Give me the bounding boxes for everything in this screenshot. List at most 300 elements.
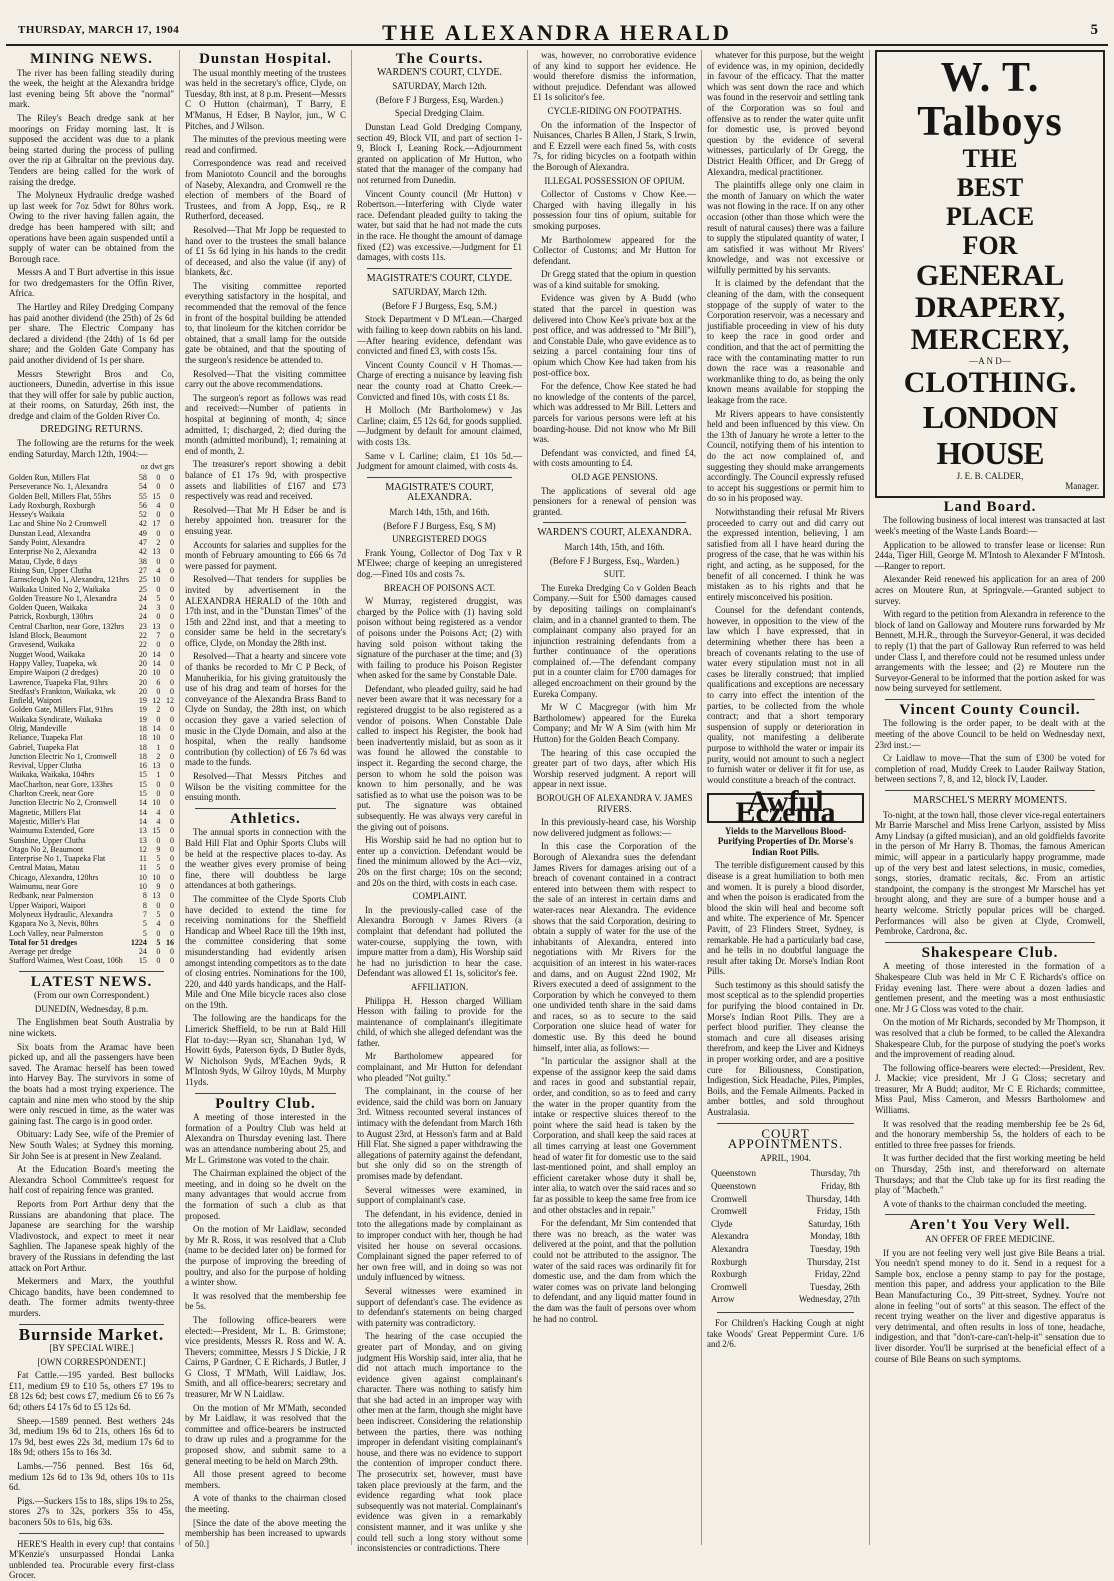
dredge-row [9, 770, 174, 779]
dredge-name: MacCharlton, near Gore, 133hrs [9, 779, 113, 789]
dredge-value: 25 [138, 584, 147, 594]
dredge-value: 1224 [130, 937, 147, 947]
dredge-value: 0 [170, 733, 174, 743]
article-paragraph: The following is the order paper, to be dealt with at the meeting of the above Council to be held on Wednesday next, 23rd inst.:— [875, 718, 1105, 750]
dredge-name: Upper Waipori, Waipori [9, 900, 86, 910]
court-date: Thursday, 7th [810, 1168, 860, 1179]
article-paragraph: Resolved—That tenders for supplies be invited by advertisement in the ALEXANDRA HERALD of the 10th and 17th inst, and in the "Dunstan Times" of the 15th and 22nd inst, and that a meeting to consider same be held in the secretary's office, Clyde, on Monday the 28th inst. [185, 574, 346, 648]
dredge-row [9, 956, 174, 965]
article-paragraph: Reports from Port Arthur deny that the Russians are abandoning that place. The Japanese are searching for the warship Vladivostock, and expect to meet it near Saghlien. The Japanese speak highly of the bravery of the Russians in defending the last attack on Port Arthur. [9, 1198, 174, 1273]
article-paragraph: Alexander Reid renewed his application for an area of 200 acres on Moutere Run, at Springvale.—Granted subject to survey. [875, 574, 1105, 606]
dredge-name: Island Block, Beaumont [9, 631, 87, 641]
dredge-value: 15 [138, 789, 147, 799]
court-location: Cromwell [711, 1206, 747, 1217]
article-paragraph: With regard to the petition from Alexandra in reference to the block of land on Galloway and Moutere runs forwarded by Mr Bennett, M.H.R., through the Surveyor-General, it was decided to reply (1) that the part of Galloway Run referred to was held under Class I, and therefore could not be resumed unless under arrangements with the lessee; and (2) re Moutere run the Surveyor-General to be informed that the portion asked for was now being surveyed for settlement. [875, 609, 1105, 694]
dredge-value: 0 [170, 919, 174, 929]
dredge-value: 0 [170, 705, 174, 715]
dredge-value: 0 [156, 686, 161, 696]
dredge-name: Average per dredge [9, 947, 72, 957]
article-paragraph: The surgeon's report as follows was read and received:—Number of patients in hospital at beginning of month, 4; since admitted, 1; discharged, 2; died during the month (admitted moribund), 1; remaining at end of month, 2. [185, 392, 346, 456]
dredge-value: 5 [156, 593, 161, 603]
dredge-name: Stedfast's Frankton, Waikaka, wk [9, 686, 116, 696]
article-paragraph: Defendant was convicted, and fined £4, with costs amounting to £4. [533, 447, 696, 469]
article-paragraph: Frank Young, Collector of Dog Tax v R M'Elwee; charge of keeping an unregistered dog.—Fined 10s and costs 7s. [357, 547, 522, 579]
article-paragraph: The Eureka Dredging Co v Golden Beach Company.—Suit for £500 damages caused by depositing tailings on complainant's claim, and in a channel granted to them. The complainant company also prayed for an injunction restraining defendants from a further continuance of the operations complained of.—The defendant company put in a counter claim for £700 damages for alleged encroachment on their ground by the Eureka Company. [533, 582, 696, 699]
dredge-value: 42 [138, 547, 147, 557]
dredge-value: 19 [138, 705, 147, 715]
article-paragraph: If you are not feeling very well just give Bile Beans a trial. You needn't spend money to do it. Send in a request for a Sample box, enclose a penny stamp to pay for the postage, mention this paper, and address your application to the Bile Bean Manufacturing Co., 39 Pitt-street, Sydney. You're not alone in feeling "out of sorts" at this season. The effect of the recent trying weather on the liver and digestive apparatus is very detrimental, and often results in loss of tone, headache, indigestion, and that "don't-care-can't-help-it" sensation due to liver disorder. You'll be surprised at the beneficial effect of a course of Bile Beans on such symptoms. [875, 1247, 1105, 1364]
dredge-row [9, 575, 174, 584]
dredge-row [9, 687, 174, 696]
dredge-value: 2 [156, 538, 161, 548]
appointment-row [709, 1194, 862, 1205]
article-paragraph: The hearing of this case occupied the greater part of two days, after which His Worship reserved judgment. A report will appear in next issue. [533, 747, 696, 790]
store-name: LONDON HOUSE [922, 398, 1058, 471]
dredge-name: Nugget Wood, Waikaka [9, 649, 85, 659]
eczema-ad-subtitle: Yields to the Marvellous Blood-Purifying Properties of Dr. Morse's Indian Root Pills. [717, 825, 854, 857]
dredge-name: Lac and Shine No 2 Cromwell [9, 519, 107, 529]
dredge-row [9, 808, 174, 817]
article-paragraph: Sheep.—1589 penned. Best wethers 24s 3d, medium 19s 6d to 21s, others 16s 6d to 17s 9d, best ewes 22s 3d, medium 17s 6d to 18s 9d; others 15s to 16s 3d. [9, 1415, 174, 1458]
dredge-value: 0 [170, 593, 174, 603]
dredge-value: 14 [152, 658, 161, 668]
article-paragraph: Resolved—That Mr Jopp be requested to hand over to the trustees the small balance of £1 5s 6d lying in his hands to the credit of deceased, and also the value (if any) of blankets, &c. [185, 224, 346, 278]
dredge-value: 13 [152, 891, 161, 901]
dredge-name: Redbank, near Palmerston [9, 891, 94, 901]
dredge-value: 49 [138, 528, 147, 538]
appointment-row [709, 1231, 862, 1242]
article-paragraph: Cr Laidlaw to move—That the sum of £300 be voted for completion of road, Muddy Creek to Lauder Railway Station, between sections 7, 8, and 12, block IV, Lauder. [875, 753, 1105, 785]
dredge-name: Junction Electric No 1, Cromwell [9, 751, 117, 761]
dredge-name: Patrick, Roxburgh, 130hrs [9, 612, 94, 622]
case-heading: AFFILIATION. [410, 981, 469, 992]
dredge-value: 15 [138, 779, 147, 789]
dredge-value: 0 [156, 779, 161, 789]
dredge-value: 0 [156, 556, 161, 566]
dredge-value: 14 [152, 723, 161, 733]
article-paragraph: Correspondence was read and received from Maniototo Council and the boroughs of Naseby, Alexandra, and Cromwell re the election of members of the Board of Trustees, and from A Jopp, Esq., re R Rutherford, deceased. [185, 158, 346, 222]
dredge-value: 0 [170, 510, 174, 520]
dredge-value: 20 [138, 649, 147, 659]
article-paragraph: Resolved—That a hearty and sincere vote of thanks be recorded to Mr C P Beck, of Manuherikia, for his giving gratuitously the use of his drag and team of horses for the conveyance of the Alexandra Brass Band to Clyde on Sunday, the 28th inst, on which occasion they gave a varied selection of music in the Clyde Domain, and also at the hospital, when the really handsome contribution (by collection) of £6 7s 6d was made to the funds. [185, 651, 346, 768]
dredge-row [9, 854, 174, 863]
court-date: Saturday, 16th [808, 1218, 860, 1229]
dredge-row [9, 622, 174, 631]
article-paragraph: The Chairman explained the object of the meeting, and in doing so he dwelt on the many advantages that would accrue from the formation of such a club as that proposed. [185, 1168, 346, 1221]
article-paragraph: Vincent County Council v H Thomas.—Charge of erecting a nuisance by leaving fish near the county road at Chatto Creek.—Convicted and fined 10s, with costs £1 8s. [357, 359, 522, 402]
case-heading: BOROUGH OF ALEXANDRA V. JAMES RIVERS. [536, 793, 693, 814]
case-heading: UNREGISTERED DOGS [392, 534, 487, 545]
article-paragraph: It was resolved that the reading membership fee be 2s 6d, and the honorary membership 5s, the holders of each to be entitled to three free passes for friends. [875, 1118, 1105, 1150]
dredge-value: 0 [170, 900, 174, 910]
court-presiding: (Before F J Burgess, Esq, S M) [383, 520, 496, 531]
article-paragraph: Mr Bartholomew appeared for the Collector of Customs; and Mr Hutton for defendant. [533, 234, 696, 266]
dredge-value: 0 [170, 575, 174, 585]
dredge-row [9, 901, 174, 910]
dredge-value: 0 [170, 500, 174, 510]
dredge-value: 10 [152, 575, 161, 585]
dredge-value: 10 [138, 882, 147, 892]
court-appointments-heading: COURT APPOINTMENTS. [727, 1125, 844, 1152]
dredge-value: 15 [152, 826, 161, 836]
ad-line: GENERAL [915, 259, 1065, 292]
article-paragraph: Evidence was given by A Budd (who stated that the parcel in question was delivered into Chow Kee's private box at the post office, and was addressed to "Mr Bill"), and Constable Dale, who gave evidence as to seizing a parcel containing four tins of opium which Chow Kee had taken from his post-office box. [533, 293, 696, 378]
dredge-value: 15 [138, 956, 147, 966]
court-date: SATURDAY, March 12th. [392, 81, 487, 92]
court-subheading: Special Dredging Claim. [394, 108, 485, 119]
article-paragraph: The annual sports in connection with the Bald Hill Flat and Ophir Sports Clubs will be held at the respective places to-day. As the weather gives every promise of being fine, there will doubtless be large attendances at both gatherings. [185, 827, 346, 891]
byline: (From our own Correspondent.) [34, 990, 149, 1001]
dredge-row [9, 826, 174, 835]
dredge-value: 0 [170, 538, 174, 548]
dredge-name: Charlton Creek, near Gore [9, 789, 94, 799]
dredge-name: Waikaka United No 2, Waikaka [9, 584, 110, 594]
court-location: Arrow [711, 1294, 735, 1305]
dredge-value: 13 [152, 547, 161, 557]
dredge-value: 0 [170, 491, 174, 501]
dredge-value: 4 [156, 565, 161, 575]
dredge-value: 4 [156, 919, 161, 929]
dredge-name: Dunstan Lead, Alexandra [9, 528, 91, 538]
article-paragraph: The visiting committee reported everything satisfactory in the hospital, and recommended that the removal of the fence in front of the hospital building be attended to, that linoleum for the kitchen corridor be obtained, that a small lamp for the outside gate be obtained, and that the spouting of the surgeon's residence be attended to. [185, 280, 346, 366]
dredge-row [9, 631, 174, 640]
article-paragraph: The following office-bearers were elected:—President, Rev. J. Mackie; vice president, Mr J G Closs; secretary and treasurer, Mr A Budd; auditor, Mr C E Richards; committee, Miss Paul, Miss Cameron, and Messrs Bartholomew and Williams. [875, 1062, 1105, 1116]
court-subheading: MAGISTRATE'S COURT, ALEXANDRA. [385, 481, 494, 504]
dredge-value: 20 [138, 668, 147, 678]
dredge-value: 0 [170, 528, 174, 538]
dredge-row [9, 501, 174, 510]
dredge-row [9, 566, 174, 575]
appointment-row [709, 1269, 862, 1280]
dredge-value: 17 [152, 519, 161, 529]
dredge-value: 1 [156, 742, 161, 752]
dredge-value: 0 [170, 631, 174, 641]
article-paragraph: Mekermers and Marx, the youthful Chicago bandits, have been condemned to death. The former admits twenty-three murders. [9, 1276, 174, 1318]
dredge-value: 0 [170, 789, 174, 799]
dredge-row [9, 482, 174, 491]
dredge-row [9, 836, 174, 845]
article-paragraph: A meeting of those interested in the formation of a Poultry Club was held at Alexandra on Thursday evening last. There was an attendance numbering about 25, and Mr L. Grimstone was voted to the chair. [185, 1112, 346, 1165]
dredge-value: 4 [156, 816, 161, 826]
dredge-value: 0 [170, 621, 174, 631]
dredge-value: 24 [138, 603, 147, 613]
case-heading: ILLEGAL POSSESSION OF OPIUM. [544, 175, 685, 186]
dredge-name: Golden Gate, Millers Flat, 91hrs [9, 705, 113, 715]
article-paragraph: Several witnesses were examined in support of defendant's case. The evidence as to defendant's statements on being charged with paternity was contradictory. [357, 1285, 522, 1328]
court-appointments-table [707, 1166, 864, 1307]
dredge-value: 13 [152, 761, 161, 771]
court-date: Monday, 18th [810, 1231, 860, 1242]
dredge-value: 23 [138, 621, 147, 631]
dredge-value: 20 [138, 677, 147, 687]
dredge-row [9, 929, 174, 938]
article-paragraph: Dunstan Lead Gold Dredging Company, section 49, Block VII, and part of section 1-9, Block I, Leaning Rock.—Adjournment granted on application of Mr Hutton, who stated that the manager of the company had not returned from Dunedin. [357, 121, 522, 185]
court-date: Friday, 8th [821, 1180, 860, 1191]
dateline: DUNEDIN, Wednesday, 8 p.m. [34, 1003, 149, 1014]
dredge-value: 7 [156, 631, 161, 641]
dredge-row [9, 780, 174, 789]
article-paragraph: Six boats from the Aramac have been picked up, and all the passengers have been saved. The Aramac herself has been towed into Harvey Bay. The survivors in some of the boats had a most trying experience. The captain and nine men who stood by the ship were only rescued in time, as the water was gaining fast. The cargo is in good order. [9, 1041, 174, 1126]
article-paragraph: To-night, at the town hall, those clever vice-regal entertainers Mr Barrie Marschel and Miss Irene Carlyon, assisted by Miss Amy Lindsay (a gifted musician), and an old goldfields favorite in the person of Mr Harry B. Thomas, the famous American mimic, will appear in a particularly happy programme, made up of the very best and latest selections, in music, comedies, songs, stories, dramatic recitals, &c. From an artistic standpoint, the company is the strongest Mr Marschel has yet brought along, and they are sure of a bumper house and a hearty welcome. Strictly popular prices will be charged. Performances will also be given at Clyde, Cromwell, Pembroke, Cardrona, &c. [875, 809, 1105, 937]
dredge-name: Matau, Clyde, 8 days [9, 556, 78, 566]
dredge-row [9, 705, 174, 714]
dredge-row [9, 743, 174, 752]
article-paragraph: Mr Rivers appears to have consistently held and been influenced by this view. On the 13th of January he wrote a letter to the Council, notifying them of his intention to do the act now complained of, and suggesting they should make arrangements accordingly. The Council expressly refused to accept his suggestions or permit him to do so in his proposed way. [707, 408, 864, 504]
column-1 [4, 50, 180, 1581]
dredge-row [9, 557, 174, 566]
dredge-row [9, 585, 174, 594]
article-paragraph: His Worship said he had no option but to enter up a conviction. Defendant would be fined the minimum allowed by the Act—viz, 20s on the first charge; 10s on the second; and 20s on the third, with costs in each case. [357, 835, 522, 888]
appointment-row [709, 1282, 862, 1293]
dredge-value: 0 [170, 798, 174, 808]
court-location: Cromwell [711, 1281, 747, 1292]
dredge-name: Sandy Point, Alexandra [9, 538, 85, 548]
eczema-ad-text: Such testimony as this should satisfy the most sceptical as to the splendid properties for purifying the blood contained in Dr. Morse's Indian Root Pills. They are a perfect blood purifier. They cleanse the stomach and cure all diseases arising therefrom, and keep the Liver and Kidneys in proper working order, and are a positive cure for Biliousness, Constipation, Indigestion, Sick Headache, Piles, Pimples, Boils, and the Female Ailments. Packed in amber bottles, and sold throughout Australasia. [707, 979, 864, 1117]
dredge-value: 16 [138, 761, 147, 771]
dredge-value: 0 [170, 872, 174, 882]
dredge-row [9, 659, 174, 668]
article-paragraph: On the motion of Mr Laidlaw, seconded by Mr R. Ross, it was resolved that a Club (name to be decided later on) be formed for the purpose of improving the breeding of poultry, and also for the purpose of holding a winter show. [185, 1224, 346, 1288]
dredge-value: 58 [138, 472, 147, 482]
dredge-value: 0 [156, 928, 161, 938]
dredge-name: Golden Run, Millers Flat [9, 472, 90, 482]
dredge-row [9, 510, 174, 519]
court-date: Thursday, 21st [807, 1256, 860, 1267]
court-date: Wednesday, 27th [798, 1294, 860, 1305]
court-date: Tuesday, 26th [809, 1281, 860, 1292]
dredge-name: Central Charlton, near Gore, 132hrs [9, 621, 125, 631]
appointment-row [709, 1244, 862, 1255]
dredge-row [9, 938, 174, 947]
article-paragraph: The Hartley and Riley Dredging Company has paid another dividend (the 25th) of 2s 6d per share. The Electric Company has declared a dividend (the 24th) of 1s 6d per share; and the Golden Gate Company has paid another dividend of 1s per share. [9, 302, 174, 366]
dredge-value: 0 [170, 603, 174, 613]
article-paragraph: The following office-bearers were elected:—President, Mr L. B. Grimstone; vice presidents, Messrs R. Ross and W. A. Thevers; committee, Messrs J S Dickie, J R Cairns, P Gardner, C E Richards, J Butler, J G Closs, T M'Math, Will Laidlaw, Jos. Smith, and all office-bearers; secretary and treasurer, Mr W N Laidlaw. [185, 1314, 346, 1400]
court-location: Cromwell [711, 1193, 747, 1204]
dredge-value: 22 [138, 631, 147, 641]
dredge-value: 19 [138, 714, 147, 724]
article-paragraph: Several witnesses were examined, in support of complainant's case. [357, 1184, 522, 1206]
dredge-value: 18 [138, 723, 147, 733]
dredge-value: 6 [156, 677, 161, 687]
article-paragraph: Same v L Carline; claim, £1 10s 5d.—Judgment for amount claimed, with costs 4s. [357, 450, 522, 472]
dredge-row [9, 724, 174, 733]
court-date: SATURDAY, March 12th. [392, 287, 487, 298]
dredge-value: 0 [156, 472, 161, 482]
court-date: March 14th, 15th, and 16th. [564, 541, 665, 552]
article-paragraph: was, however, no corroborative evidence of any kind to support her evidence. He would therefore dismiss the information, without prejudice. Defendant was allowed £1 1s solicitor's fee. [533, 50, 696, 103]
dredge-value: 0 [156, 956, 161, 966]
dredge-name: Waikaka, Waikaka, 104hrs [9, 770, 95, 780]
article-paragraph: Resolved—That Messrs Pitches and Wilson be the visiting committee for the ensuing month. [185, 771, 346, 803]
article-paragraph: The usual monthly meeting of the trustees was held in the secretary's office, Clyde, on Tuesday, 8th inst, at 8 p.m. Present—Messrs C O Hutton (chairman), T Barry, E M'Manus, H Edser, B Naylor, jun., W C Pitches, and J Wilson. [185, 67, 346, 131]
dredge-name: Gabriel, Tuapeka Flat [9, 742, 79, 752]
court-location: Alexandra [711, 1231, 749, 1242]
dredge-value: 11 [139, 854, 147, 864]
article-paragraph: It is claimed by the defendant that the cleaning of the dam, with the consequent stoppage of the supply of water to the Corporation reservoir, was a necessary and justifiable proceeding in view of his duty to keep the race in good order and condition, and that the act of permitting the race with the contaminating matter to run down the race was a reasonable and workmanlike thing to do, as being the only known means available for stopping the leakage from the race. [707, 278, 864, 405]
article-paragraph: A meeting of those interested in the formation of a Shakespeare Club was held in Mr C E Richards's office on Friday evening last. There were about a dozen ladies and gentlemen present, and the meeting was a most enthusiastic one. Mr J G Closs was voted to the chair. [875, 961, 1105, 1014]
dredge-value: 22 [138, 640, 147, 650]
dredge-value: 24 [138, 947, 147, 957]
article-paragraph: [Since the date of the above meeting the membership has been increased to upwards of 50.] [185, 1517, 346, 1549]
dredge-value: 0 [170, 556, 174, 566]
byline: [OWN CORRESPONDENT.] [37, 1356, 146, 1367]
ad-line: —A N D— [969, 356, 1011, 366]
dredge-name: Loch Valley, near Palmerston [9, 928, 103, 938]
dredge-value: 0 [156, 835, 161, 845]
dredge-row [9, 529, 174, 538]
dredge-value: 0 [170, 956, 174, 966]
advertiser-name: W. T. Talboys [917, 55, 1063, 145]
article-paragraph: Stock Department v D M'Lean.—Charged with failing to keep down rabbits on his land.—After hearing evidence, defendant was convicted and fined £3, with costs 15s. [357, 314, 522, 357]
ad-line: DRAPERY, [914, 291, 1066, 324]
dredge-value: 0 [170, 472, 174, 482]
dredge-row [9, 891, 174, 900]
article-paragraph: On the motion of Mr Richards, seconded by Mr Thompson, it was resolved that a club be formed, to be called the Alexandra Shakespeare Club, for the purpose of studying the poet's works and the improvement of reading aloud. [875, 1017, 1105, 1060]
article-paragraph: "In particular the assignor shall at the expense of the assignor keep the said dams and races in good and substantial repair, order, and condition, so as to feed and carry the water in the proper quantity from the intake or respective sluices thereof to the point where the said head is taken by the Corporation, and shall keep the said races at all times carrying at least one Government head of water fit for domestic use to the said last-mentioned point, and shall employ an efficient caretaker whose duty it shall be, inter alia, to watch over the said races and so far as possible to keep the same free from ice and other obstacles and in repair." [533, 1056, 696, 1215]
dredge-name: Central Matau, Matau [9, 863, 80, 873]
dredge-value: 27 [138, 565, 147, 575]
article-paragraph: All those present agreed to become members. [185, 1469, 346, 1490]
dredge-value: 18 [138, 733, 147, 743]
appointment-row [709, 1294, 862, 1305]
dredge-row [9, 612, 174, 621]
dredge-name: Enterprise No 2, Alexandra [9, 547, 97, 557]
dredge-value: 0 [156, 640, 161, 650]
dredge-value: 0 [170, 947, 174, 957]
dredge-value: 7 [142, 909, 147, 919]
dredge-value: 0 [170, 658, 174, 668]
dredge-value: 0 [156, 528, 161, 538]
dredge-value: 0 [170, 761, 174, 771]
issue-date: THURSDAY, MARCH 17, 1904 [18, 24, 180, 36]
dredge-value: 0 [170, 854, 174, 864]
dredge-value: 0 [170, 677, 174, 687]
dredge-value: 5 [142, 919, 147, 929]
dredge-value: 11 [139, 863, 147, 873]
dredge-name: Otago No 2, Beaumont [9, 844, 84, 854]
dredge-row [9, 538, 174, 547]
dredge-value: 0 [156, 900, 161, 910]
dredge-row [9, 696, 174, 705]
dredge-value: 15 [152, 491, 161, 501]
column-2 [180, 50, 352, 1549]
article-paragraph: Application to be allowed to transfer lease or license: Run 244a, Tiger Hill, George M. M'Intosh to Alexander F M'Intosh.—Ranger to report. [875, 539, 1105, 571]
dredge-row [9, 519, 174, 528]
talboys-advertisement [875, 50, 1105, 498]
dredge-row [9, 798, 174, 807]
article-paragraph: Philippa H. Hesson charged William Hesson with failing to provide for the maintenance of complainant's illegitimate child, of which she alleged defendant was the father. [357, 995, 522, 1048]
appointment-row [709, 1219, 862, 1230]
dredge-value: 56 [138, 500, 147, 510]
article-paragraph: Counsel for the defendant contends, however, in opposition to the view of the law which I have expressed, that in determining whether there has been a breach of covenants relating to the use of water every stipulation must not in all cases be literally construed; that implied qualifications and exceptions are necessary to carry into effect the intention of the parties, to be collected from the whole contract; and that a short temporary suspension of supply or deterioration in quality, not manifesting a deliberate purpose to withhold the water or impair its purity, would not amount to such a neglect to furnish water or deliver it fit for use, as would constitute a breach of the contract. [707, 605, 864, 785]
ad-line: THE [962, 144, 1018, 173]
dredge-value: 0 [170, 779, 174, 789]
dredge-value: 0 [170, 909, 174, 919]
dredging-returns-heading: DREDGING RETURNS. [40, 423, 143, 435]
dredge-value: 5 [156, 937, 161, 947]
dredge-name: Empire Waipori (2 dredges) [9, 668, 99, 678]
dredge-name: Perseverance No. 1, Alexandra [9, 482, 108, 492]
article-paragraph: The defendant, in his evidence, denied in toto the allegations made by complainant as to improper conduct with her, though he had visited her house on several occasions. Complainant signed the paper referred to of her own free will, and in doing so was not unduly influenced by witness. [357, 1208, 522, 1283]
dredge-name: Molyneux Hydraulic, Alexandra [9, 909, 113, 919]
article-paragraph: Mr W C Macgregor (with him Mr Bartholomew) appeared for the Eureka Company; and Mr W A Sim (with him Mr Hutton) for the Golden Beach Company. [533, 702, 696, 745]
dredge-name: Waimumu Extended, Gore [9, 826, 95, 836]
dredge-value: 18 [138, 751, 147, 761]
dredge-name: Waikaka Syndicate, Waikaka [9, 714, 102, 724]
mining-news-heading: MINING NEWS. [30, 51, 153, 67]
appointment-row [709, 1168, 862, 1179]
dunstan-hospital-heading: Dunstan Hospital. [199, 51, 332, 67]
ad-line: PLACE [945, 202, 1035, 231]
article-paragraph: Obituary: Lady See, wife of the Premier of New South Wales; at Sydney this morning. Sir John See is at present in New Zealand. [9, 1129, 174, 1161]
dredge-value: 0 [170, 640, 174, 650]
article-paragraph: Resolved—That Mr H Edser be and is hereby appointed hon. treasurer for the ensuing year. [185, 504, 346, 536]
article-paragraph: Messrs Stewright Bros and Co, auctioneers, Dunedin, advertise in this issue that they will offer for sale by public auction, at their rooms, on Saturday, 26th inst, the dredge and claim of the Golden River Co. [9, 368, 174, 421]
dredge-value: 2 [156, 705, 161, 715]
article-paragraph: Accounts for salaries and supplies for the month of February amounting to £66 6s 7d were passed for payment. [185, 539, 346, 571]
dredge-name: Kgapara No 3, Nevis, 80hrs [9, 919, 99, 929]
dredge-value: 0 [170, 816, 174, 826]
dredge-value: 14 [138, 798, 147, 808]
dredging-returns-table [9, 473, 174, 966]
dredge-value: 4 [156, 500, 161, 510]
article-paragraph: The following business of local interest was transacted at last week's meeting of the Waste Lands Board:— [875, 515, 1105, 536]
marschel-heading: MARSCHEL'S MERRY MOMENTS. [913, 795, 1067, 807]
court-date: Thursday, 14th [806, 1193, 860, 1204]
dredge-value: 16 [166, 937, 174, 947]
manager-name: J. E. B. CALDER, [956, 470, 1024, 481]
ad-line: FOR [962, 231, 1018, 260]
dredge-value: 42 [138, 519, 147, 529]
dredge-row [9, 863, 174, 872]
dredge-value: 55 [138, 491, 147, 501]
article-paragraph: In this previously-heard case, his Worship now delivered judgment as follows:— [533, 817, 696, 838]
dredge-name: Stafford Waimea, West Coast, 106h [9, 956, 123, 966]
dredge-value: 15 [138, 770, 147, 780]
dredge-value: 0 [156, 584, 161, 594]
article-paragraph: Dr Gregg stated that the opium in question was of a kind suitable for smoking. [533, 269, 696, 290]
dredge-value: 0 [170, 928, 174, 938]
dredge-value: 2 [156, 751, 161, 761]
dredge-row [9, 845, 174, 854]
ad-line: CLOTHING. [903, 365, 1077, 399]
dredge-name: Happy Valley, Tuapeka, wk [9, 658, 97, 668]
article-paragraph: Mr Bartholomew appeared for complainant, and Mr Hutton for defendant who pleaded "Not guilty." [357, 1051, 522, 1083]
dredge-row [9, 752, 174, 761]
dredge-name: Golden Queen, Waikaka [9, 603, 88, 613]
court-date: Tuesday, 19th [809, 1243, 860, 1254]
article-paragraph: A vote of thanks to the chairman concluded the meeting. [883, 1198, 1087, 1209]
dredge-value: 8 [142, 891, 147, 901]
article-paragraph: Lambs.—756 penned. Best 16s 6d, medium 12s 6d to 13s 9d, others 10s to 11s 6d. [9, 1461, 174, 1493]
dredge-value: 24 [138, 593, 147, 603]
dredge-name: Golden Treasure No 1, Alexandra [9, 593, 117, 603]
dredge-value: 13 [138, 835, 147, 845]
dredge-value: 10 [152, 668, 161, 678]
court-location: Roxburgh [711, 1269, 747, 1280]
dredge-value: 0 [170, 612, 174, 622]
article-paragraph: The treasurer's report showing a debit balance of £1 17s 9d, with prospective assets and liabilities of £167 and £73 respectively was read and received. [185, 459, 346, 502]
dredge-value: 0 [170, 826, 174, 836]
dredge-row [9, 715, 174, 724]
eczema-ad-text: The terrible disfigurement caused by this disease is a great humiliation to both men and women. It is purely a blood disorder, and when the poison is eradicated from the blood the skin will heal and become soft and white. The experience of Mr. Spencer Pavitt, of 23 Flinders Street, Sydney, is remarkable. He had a particularly bad case, and he tells in no doubtful language the result after taking Dr. Morse's Indian Root Pills. [707, 860, 864, 977]
dredge-value: 10 [152, 798, 161, 808]
byline: [BY SPECIAL WIRE.] [49, 1343, 134, 1354]
court-location: Roxburgh [711, 1256, 747, 1267]
article-paragraph: The following are the returns for the week ending Saturday, March 12th, 1904:— [9, 438, 174, 459]
dredge-value: 0 [170, 482, 174, 492]
article-paragraph: The applications of several old age pensioners for a renewal of pension was granted. [533, 485, 696, 517]
